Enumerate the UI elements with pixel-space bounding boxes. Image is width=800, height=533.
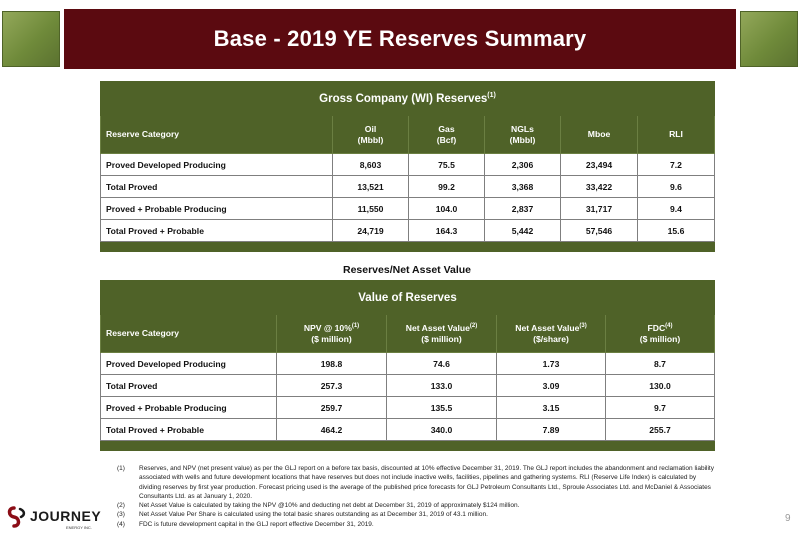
value-table-title: Value of Reserves: [101, 281, 715, 315]
table-cell: 104.0: [409, 198, 485, 220]
footnote-ref: (2): [469, 322, 478, 329]
reserves-table-title: Gross Company (WI) Reserves$^{(1)}$: [101, 82, 715, 116]
row-label: Proved + Probable Producing: [101, 198, 333, 220]
table-cell: 257.3: [277, 375, 387, 397]
table-cell: 31,717: [561, 198, 638, 220]
logo-subtitle: ENERGY INC.: [66, 525, 92, 530]
footnote-number: (1): [117, 465, 125, 472]
table-cell: 255.7: [606, 419, 715, 441]
column-header-label: NGLs: [511, 123, 534, 134]
value-table: [100, 280, 715, 451]
column-header-unit: ($/share): [533, 333, 569, 344]
column-header-unit: (Mbbl): [357, 134, 384, 145]
column-header-label: Net Asset Value: [405, 322, 470, 333]
footnote: [117, 520, 717, 529]
footnotes: [117, 464, 717, 529]
row-label: Total Proved + Probable: [101, 419, 277, 441]
column-header-label: Oil: [364, 123, 377, 134]
column-header-unit: (Bcf): [436, 134, 457, 145]
section-title: Reserves/Net Asset Value: [342, 264, 472, 276]
table-cell: 198.8: [277, 353, 387, 375]
column-header-unit: (Mbbl): [509, 134, 536, 145]
table-row: [101, 397, 715, 419]
table-cell: 7.89: [497, 419, 606, 441]
row-label: Proved Developed Producing: [101, 154, 333, 176]
table-cell: 74.6: [387, 353, 497, 375]
column-header-label: Reserve Category: [106, 328, 180, 339]
column-header-label: RLI: [669, 129, 683, 140]
column-header: [485, 116, 561, 154]
table-row: [101, 353, 715, 375]
column-header-label: Gas: [438, 123, 455, 134]
table-row: [101, 176, 715, 198]
logo-wordmark: JOURNEY: [30, 508, 102, 524]
table-cell: 259.7: [277, 397, 387, 419]
reserves-table: [100, 81, 715, 252]
column-header: [101, 116, 333, 154]
column-header-label: Net Asset Value: [515, 322, 580, 333]
table-cell: 164.3: [409, 220, 485, 242]
footnote: [117, 464, 717, 501]
table-cell: 33,422: [561, 176, 638, 198]
footnote-text: Net Asset Value is calculated by taking the NPV @10% and deducting net debt at December 31, 2019 of approximately $124 million.: [139, 502, 520, 510]
page-number: 9: [785, 513, 791, 524]
company-logo: [6, 505, 136, 529]
table-footer-bar: [101, 242, 715, 252]
footnote-ref: (1): [351, 322, 360, 329]
footnote-number: (3): [117, 511, 125, 519]
footnote-number: (2): [117, 502, 125, 510]
table-cell: 15.6: [638, 220, 715, 242]
row-label: Proved + Probable Producing: [101, 397, 277, 419]
table-cell: 3,368: [485, 176, 561, 198]
column-header: [409, 116, 485, 154]
column-header-label: Reserve Category: [106, 129, 180, 140]
slide-header: [0, 9, 800, 69]
column-header-label: FDC: [647, 322, 666, 333]
header-accent-left: [2, 11, 60, 67]
table-row: [101, 375, 715, 397]
table-row: [101, 419, 715, 441]
table-cell: 5,442: [485, 220, 561, 242]
table-cell: 464.2: [277, 419, 387, 441]
column-header-label: Mboe: [587, 129, 611, 140]
column-header: [101, 315, 277, 353]
table-cell: 57,546: [561, 220, 638, 242]
footnote-text: Net Asset Value Per Share is calculated using the total basic shares outstanding as at December 31, 2019 of 43.1 million.: [139, 511, 488, 519]
footnote-ref: (4): [665, 322, 673, 329]
table-cell: 24,719: [333, 220, 409, 242]
table-cell: 9.6: [638, 176, 715, 198]
journey-logo-icon: [6, 505, 30, 529]
footnote-number: (4): [117, 520, 125, 528]
table-cell: 7.2: [638, 154, 715, 176]
column-header-unit: ($ million): [311, 333, 352, 344]
column-header: [333, 116, 409, 154]
table-cell: 1.73: [497, 353, 606, 375]
column-header-unit: ($ million): [639, 333, 681, 344]
table-row: [101, 220, 715, 242]
table-cell: 23,494: [561, 154, 638, 176]
table-cell: 3.15: [497, 397, 606, 419]
column-header: [277, 315, 387, 353]
table-cell: 135.5: [387, 397, 497, 419]
table-cell: 340.0: [387, 419, 497, 441]
table-cell: 133.0: [387, 375, 497, 397]
footnote-text: Reserves, and NPV (net present value) as per the GLJ report on a before tax basis, discounted at 10% effective December 31, 2019. The GLJ report includes the abandonment and reclamation liability associated with wells and future development locations that have reserves but does not include inactive wells, facilities, pipelines and gathering systems. RLI (Reserve Life Index) is calculated by dividing reserves by first year production. Forecast pricing used is the average of the published price forecasts for GLJ Petroleum Consultants Ltd., Sproule Associates Ltd. and McDaniel & Associates Consultants Ltd. as at January 1, 2020.: [139, 465, 714, 500]
header-accent-right: [740, 11, 798, 67]
column-header: [638, 116, 715, 154]
table-cell: 2,306: [485, 154, 561, 176]
footnote-text: FDC is future development capital in the GLJ report effective December 31, 2019.: [139, 520, 374, 528]
column-header: [561, 116, 638, 154]
column-header: [497, 315, 606, 353]
table-row: [101, 198, 715, 220]
table-cell: 8.7: [606, 353, 715, 375]
column-header: [387, 315, 497, 353]
row-label: Total Proved + Probable: [101, 220, 333, 242]
row-label: Total Proved: [101, 176, 333, 198]
column-header-unit: ($ million): [421, 333, 462, 344]
column-header-label: NPV @ 10%: [303, 322, 352, 333]
table-cell: 75.5: [409, 154, 485, 176]
table-footer-bar: [101, 441, 715, 451]
column-header: [606, 315, 715, 353]
table-cell: 11,550: [333, 198, 409, 220]
table-cell: 99.2: [409, 176, 485, 198]
table-row: [101, 154, 715, 176]
table-cell: 9.4: [638, 198, 715, 220]
table-cell: 9.7: [606, 397, 715, 419]
table-cell: 2,837: [485, 198, 561, 220]
row-label: Proved Developed Producing: [101, 353, 277, 375]
footnote: [117, 510, 717, 519]
row-label: Total Proved: [101, 375, 277, 397]
table-cell: 8,603: [333, 154, 409, 176]
title-bar: [64, 9, 736, 69]
table-cell: 13,521: [333, 176, 409, 198]
table-cell: 130.0: [606, 375, 715, 397]
footnote-ref: (3): [579, 322, 587, 329]
table-cell: 3.09: [497, 375, 606, 397]
footnote: [117, 501, 717, 510]
page-title: Base - 2019 YE Reserves Summary: [213, 26, 587, 51]
